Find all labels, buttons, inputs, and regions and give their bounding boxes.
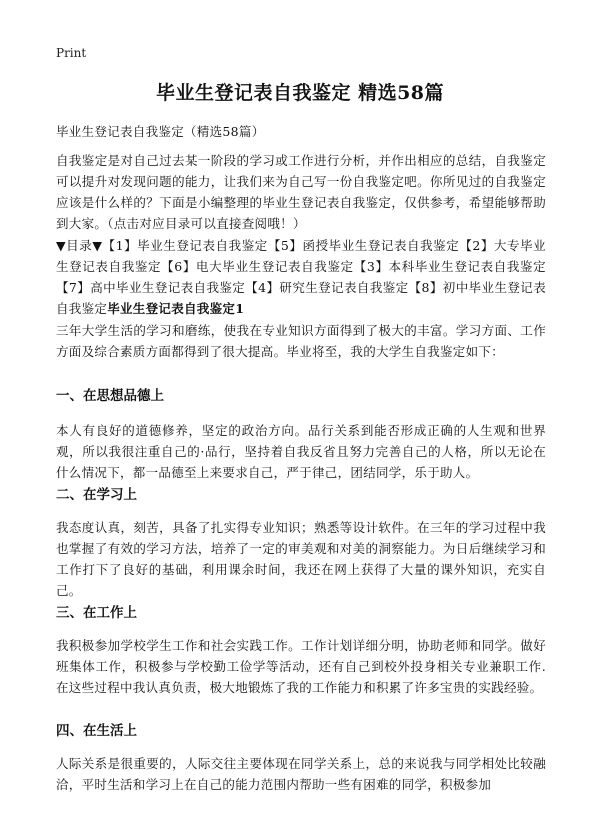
- toc-item-1[interactable]: 【1】毕业生登记表自我鉴定: [102, 238, 268, 253]
- page-title: 毕业生登记表自我鉴定 精选58篇: [155, 82, 445, 104]
- print-link[interactable]: Print: [56, 46, 87, 60]
- section-heading: 四、在生活上: [56, 723, 137, 739]
- intro-paragraph: 自我鉴定是对自己过去某一阶段的学习或工作进行分析，并作出相应的总结，自我鉴定可以提升对发现问题的能力，让我们来为自己写一份自我鉴定吧。你所见过的自我鉴定应该是什么样的？下面是小编整理的毕业生登记表自我鉴定，仅供参考，希望能够帮助到大家。（点击对应目录可以直接查阅哦！）: [56, 153, 546, 231]
- section-heading: 一、在思想品德上: [56, 388, 164, 404]
- toc-prefix: ▼目录▼: [56, 238, 103, 253]
- table-of-contents: [56, 235, 546, 319]
- section-heading-1: 毕业生登记表自我鉴定1: [107, 301, 245, 316]
- toc-item-4[interactable]: 【4】研究生登记表自我鉴定: [245, 280, 409, 295]
- section-paragraph: 我积极参加学校学生工作和社会实践工作。工作计划详细分明，协助老师和同学。做好班集体工作，积极参与学校勤工俭学等活动，还有自己到校外投身相关专业兼职工作.在这些过程中我认真负责，极大地锻炼了我的工作能力和积累了许多宝贵的实践经验。: [56, 638, 546, 695]
- toc-item-8[interactable]: 【8】初中毕业生登记表自我鉴定: [56, 280, 546, 316]
- opening-paragraph: 三年大学生活的学习和磨练，使我在专业知识方面得到了极大的丰富。学习方面、工作方面及综合素质方面都得到了很大提高。毕业将至，我的大学生自我鉴定如下：: [56, 323, 546, 359]
- toc-item-3[interactable]: 【3】本科毕业生登记表自我鉴定: [353, 259, 546, 274]
- section-heading: 三、在工作上: [56, 605, 137, 621]
- toc-item-6[interactable]: 【6】电大毕业生登记表自我鉴定: [161, 259, 354, 274]
- document-subtitle: 毕业生登记表自我鉴定（精选58篇）: [56, 124, 265, 139]
- section-paragraph: 本人有良好的道德修养，坚定的政治方向。品行关系到能否形成正确的人生观和世界观，所以我很注重自己的·品行，坚持着自我反省且努力完善自己的人格，所以无论在什么情况下，都一品德至上来要求自己，严于律己，团结同学，乐于助人。: [56, 423, 546, 480]
- toc-item-7[interactable]: 【7】高中毕业生登记表自我鉴定: [56, 280, 246, 295]
- section-paragraph: 我态度认真，刻苦，具备了扎实得专业知识；熟悉等设计软件。在三年的学习过程中我也掌握了有效的学习方法，培养了一定的审美观和对美的洞察能力。为日后继续学习和工作打下了良好的基础，利用课余时间，我还在网上获得了大量的课外知识，充实自己。: [56, 520, 546, 598]
- section-heading: 二、在学习上: [56, 487, 137, 503]
- toc-item-2[interactable]: 【2】大专毕业生登记表自我鉴定: [56, 238, 546, 274]
- toc-item-5[interactable]: 【5】函授毕业生登记表自我鉴定: [267, 238, 460, 253]
- section-paragraph: 人际关系是很重要的，人际交往主要体现在同学关系上，总的来说我与同学相处比较融洽，平时生活和学习上在自己的能力范围内帮助一些有困难的同学，积极参加: [56, 756, 546, 792]
